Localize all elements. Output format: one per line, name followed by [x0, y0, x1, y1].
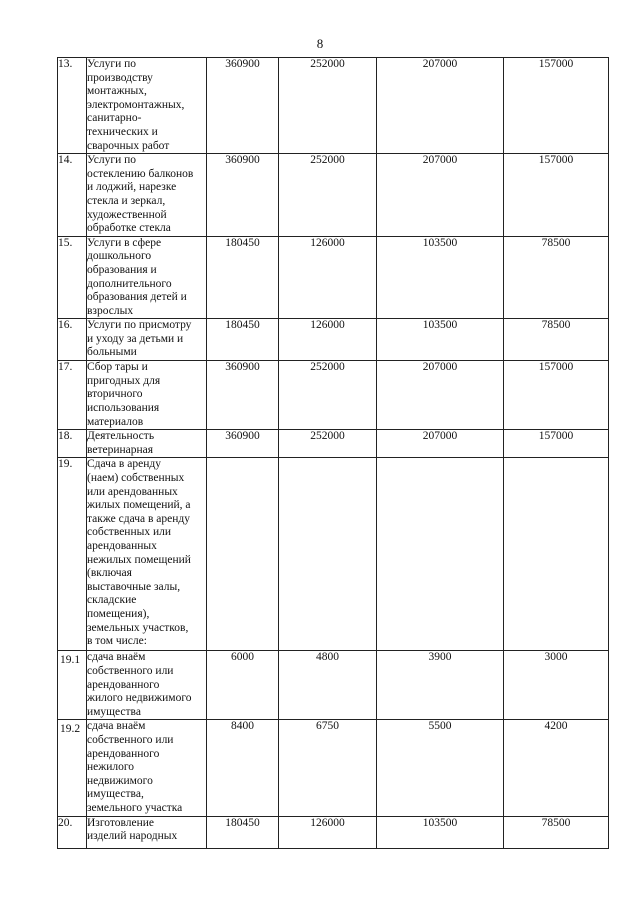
description-line: обработке стекла — [87, 222, 171, 235]
amount-cell: 360900 — [207, 430, 279, 458]
description-line: жилых помещений, а — [87, 499, 191, 512]
amount-cell: 3000 — [504, 651, 609, 720]
description-line: собственного или — [87, 734, 174, 746]
description-line: Услуги по — [87, 58, 137, 70]
amount-cell: 78500 — [504, 816, 609, 848]
amount-cell: 157000 — [504, 154, 609, 237]
description-line: помещения), — [87, 607, 150, 620]
amount-cell: 103500 — [377, 319, 504, 361]
service-description — [87, 319, 207, 361]
row-number: 18. — [58, 430, 87, 458]
amount-cell: 252000 — [279, 154, 377, 237]
description-line: технических и — [87, 125, 158, 138]
description-line: ветеринарная — [87, 443, 154, 456]
amount-cell: 360900 — [207, 154, 279, 237]
description-line: материалов — [87, 415, 144, 428]
description-line: или арендованных — [87, 485, 178, 498]
table-row — [58, 154, 609, 237]
amount-cell: 157000 — [504, 430, 609, 458]
description-line: остеклению балконов — [87, 167, 194, 180]
amount-cell: 78500 — [504, 319, 609, 361]
fee-table-body — [58, 58, 609, 849]
amount-cell: 207000 — [377, 58, 504, 154]
table-row — [58, 58, 609, 154]
table-row — [58, 720, 609, 816]
service-description — [87, 361, 207, 430]
description-line: и лоджий, нарезке — [87, 181, 177, 194]
table-row — [58, 319, 609, 361]
table-row — [58, 361, 609, 430]
service-description — [87, 154, 207, 237]
description-line: собственного или — [87, 665, 174, 678]
amount-cell: 207000 — [377, 430, 504, 458]
description-line: земельного участка — [87, 801, 183, 814]
description-line: также сдача в аренду — [87, 512, 191, 525]
description-line: недвижимого — [87, 774, 153, 787]
description-line: имущества — [87, 705, 141, 718]
description-line: выставочные залы, — [87, 580, 181, 593]
amount-cell: 252000 — [279, 58, 377, 154]
description-line: сдача внаём — [87, 720, 146, 733]
amount-cell: 6750 — [279, 720, 377, 816]
amount-cell: 126000 — [279, 236, 377, 319]
service-description — [87, 816, 207, 848]
amount-cell: 252000 — [279, 430, 377, 458]
amount-cell: 252000 — [279, 361, 377, 430]
page-number: 8 — [316, 36, 324, 51]
description-line: Сбор тары и — [87, 361, 148, 374]
table-row — [58, 458, 609, 651]
description-line: сдача внаём — [87, 651, 146, 664]
description-line: арендованного — [87, 678, 160, 691]
row-number: 15. — [58, 236, 87, 319]
description-line: дополнительного — [87, 277, 172, 290]
description-line: производству — [87, 71, 153, 84]
amount-cell: 126000 — [279, 816, 377, 848]
row-number: 20. — [58, 816, 87, 848]
amount-cell: 103500 — [377, 816, 504, 848]
description-line: образования детей и — [87, 291, 187, 304]
amount-cell: 5500 — [377, 720, 504, 816]
amount-cell — [377, 458, 504, 651]
service-description — [87, 651, 207, 720]
description-line: нежилого — [87, 761, 135, 774]
row-number: 16. — [58, 319, 87, 361]
description-line: собственных или — [87, 526, 172, 539]
description-line: Изготовление — [87, 816, 155, 829]
row-number: 13. — [58, 58, 87, 154]
description-line: Услуги по — [87, 154, 137, 167]
amount-cell: 4800 — [279, 651, 377, 720]
amount-cell — [207, 458, 279, 651]
description-line: нежилых помещений — [87, 553, 191, 566]
amount-cell: 157000 — [504, 58, 609, 154]
row-number: 14. — [58, 154, 87, 237]
amount-cell — [504, 458, 609, 651]
amount-cell: 78500 — [504, 236, 609, 319]
amount-cell: 180450 — [207, 816, 279, 848]
description-line: вторичного — [87, 388, 143, 401]
table-row — [58, 236, 609, 319]
description-line: больными — [87, 346, 137, 359]
fee-table — [57, 57, 609, 849]
description-line: жилого недвижимого — [87, 692, 192, 705]
description-line: изделий народных — [87, 830, 178, 843]
description-line: электромонтажных, — [87, 98, 185, 111]
description-line: Сдача в аренду — [87, 458, 161, 471]
description-line: использования — [87, 402, 160, 415]
table-row — [58, 430, 609, 458]
amount-cell: 3900 — [377, 651, 504, 720]
description-line: (наем) собственных — [87, 472, 185, 485]
description-line: пригодных для — [87, 374, 161, 387]
amount-cell: 180450 — [207, 319, 279, 361]
table-row — [58, 651, 609, 720]
row-number: 19.1 — [58, 651, 87, 720]
amount-cell: 207000 — [377, 361, 504, 430]
description-line: образования и — [87, 263, 157, 276]
table-row — [58, 816, 609, 848]
amount-cell: 180450 — [207, 236, 279, 319]
description-line: Услуги в сфере — [87, 236, 162, 249]
description-line: монтажных, — [87, 85, 147, 98]
amount-cell — [279, 458, 377, 651]
amount-cell: 103500 — [377, 236, 504, 319]
amount-cell: 4200 — [504, 720, 609, 816]
amount-cell: 157000 — [504, 361, 609, 430]
description-line: и уходу за детьми и — [87, 332, 184, 345]
description-line: в том числе: — [87, 635, 147, 648]
description-line: земельных участков, — [87, 621, 189, 634]
row-number: 17. — [58, 361, 87, 430]
description-line: взрослых — [87, 304, 134, 317]
amount-cell: 8400 — [207, 720, 279, 816]
amount-cell: 207000 — [377, 154, 504, 237]
description-line: (включая — [87, 567, 132, 580]
service-description — [87, 236, 207, 319]
description-line: арендованного — [87, 747, 160, 760]
service-description — [87, 430, 207, 458]
description-line: складские — [87, 594, 137, 607]
description-line: художественной — [87, 208, 167, 221]
description-line: имущества, — [87, 788, 144, 801]
description-line: сварочных работ — [87, 139, 170, 152]
service-description — [87, 58, 207, 154]
row-number: 19. — [58, 458, 87, 651]
amount-cell: 6000 — [207, 651, 279, 720]
amount-cell: 126000 — [279, 319, 377, 361]
description-line: Деятельность — [87, 430, 155, 443]
amount-cell: 360900 — [207, 58, 279, 154]
description-line: дошкольного — [87, 250, 152, 263]
description-line: стекла и зеркал, — [87, 194, 166, 207]
amount-cell: 360900 — [207, 361, 279, 430]
description-line: санитарно- — [87, 112, 142, 125]
service-description — [87, 458, 207, 651]
description-line: арендованных — [87, 540, 157, 552]
row-number: 19.2 — [58, 720, 87, 816]
service-description — [87, 720, 207, 816]
description-line: Услуги по присмотру — [87, 319, 192, 332]
